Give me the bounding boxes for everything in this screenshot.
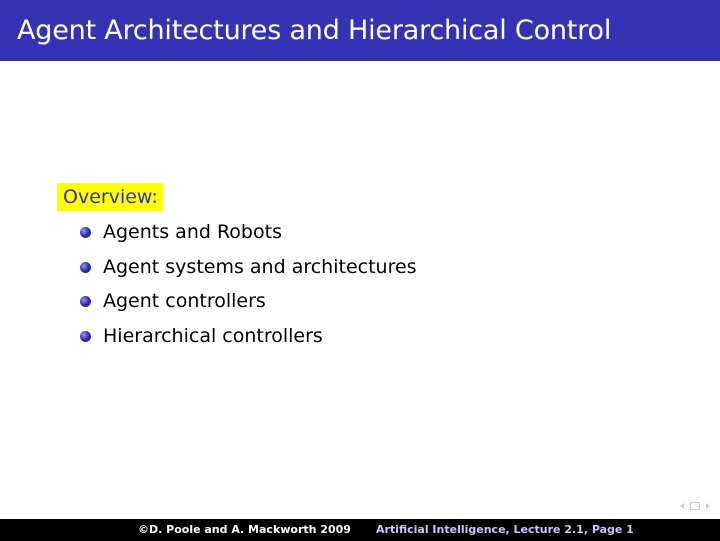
bullet-icon [80, 296, 91, 307]
list-item-text: Agent systems and architectures [103, 255, 417, 278]
bullet-icon [80, 331, 91, 342]
bullet-icon [80, 262, 91, 273]
footer-copyright: ©D. Poole and A. Mackworth 2009 [138, 523, 351, 536]
list-item-text: Agents and Robots [103, 221, 282, 243]
list-item-text: Hierarchical controllers [103, 324, 323, 347]
navigation-symbols [680, 502, 710, 510]
slide-title: Agent Architectures and Hierarchical Control [17, 15, 612, 46]
nav-right-icon[interactable] [706, 503, 710, 509]
title-bar [0, 0, 720, 61]
nav-frame-icon[interactable] [690, 502, 700, 510]
overview-label: Overview: [57, 183, 163, 211]
nav-left-icon[interactable] [680, 503, 684, 509]
bullet-icon [80, 227, 91, 238]
footer-lecture-info: Artificial Intelligence, Lecture 2.1, Page 1 [376, 523, 634, 536]
list-item-text: Agent controllers [103, 290, 266, 312]
